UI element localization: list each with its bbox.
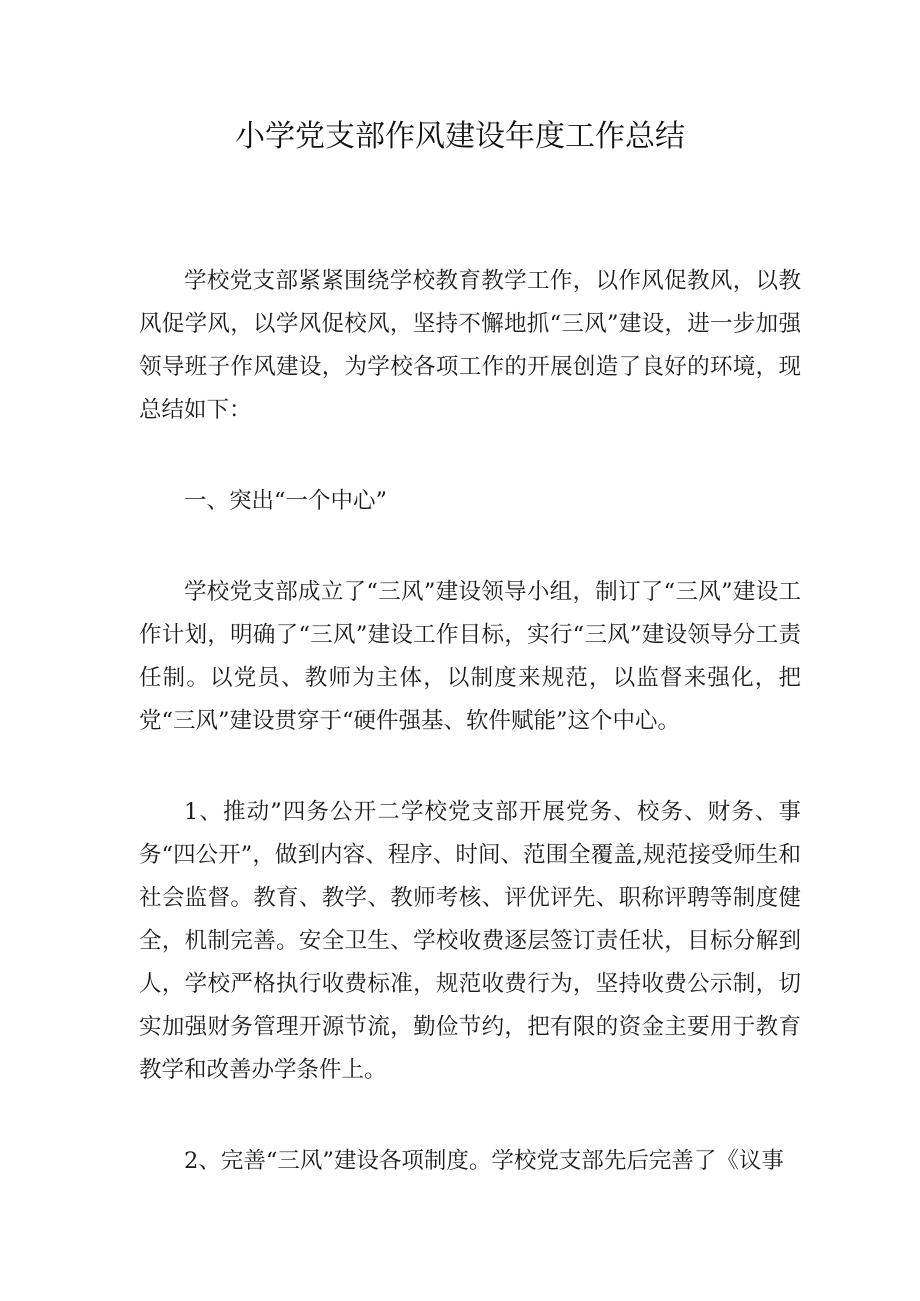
section-heading-1: 一、突出“一个中心”: [184, 488, 388, 514]
paragraph-intro: 学校党支部紧紧围绕学校教育教学工作，以作风促教风，以教风促学风，以学风促校风，坚持不懈地抓“三风”建设，进一步加强领导班子作风建设，为学校各项工作的开展创造了良好的环境，现总结如下：: [139, 268, 801, 423]
document-title: 小学党支部作风建设年度工作总结: [235, 119, 685, 154]
paragraph-item-1: 1、推动”四务公开二学校党支部开展党务、校务、财务、事务“四公开”，做到内容、程序、时间、范围全覆盖,规范接受师生和社会监督。教育、教学、教师考核、评优评先、职称评聘等制度健全，机制完善。安全卫生、学校收费逐层签订责任状，目标分解到人，学校严格执行收费标准，规范收费行为，坚持收费公示制，切实加强财务管理开源节流，勤俭节约，把有限的资金主要用于教育教学和改善办学条件上。: [139, 799, 801, 1083]
document-body: [139, 260, 801, 1231]
paragraph-section-1: 学校党支部成立了“三风”建设领导小组，制订了“三风”建设工作计划，明确了“三风”建设工作目标，实行“三风”建设领导分工责任制。以党员、教师为主体，以制度来规范，以监督来强化，把党“三风”建设贯穿于“硬件强基、软件赋能”这个中心。: [139, 579, 801, 734]
paragraph-item-2: 2、完善“三风”建设各项制度。学校党支部先后完善了《议事: [184, 1148, 784, 1174]
